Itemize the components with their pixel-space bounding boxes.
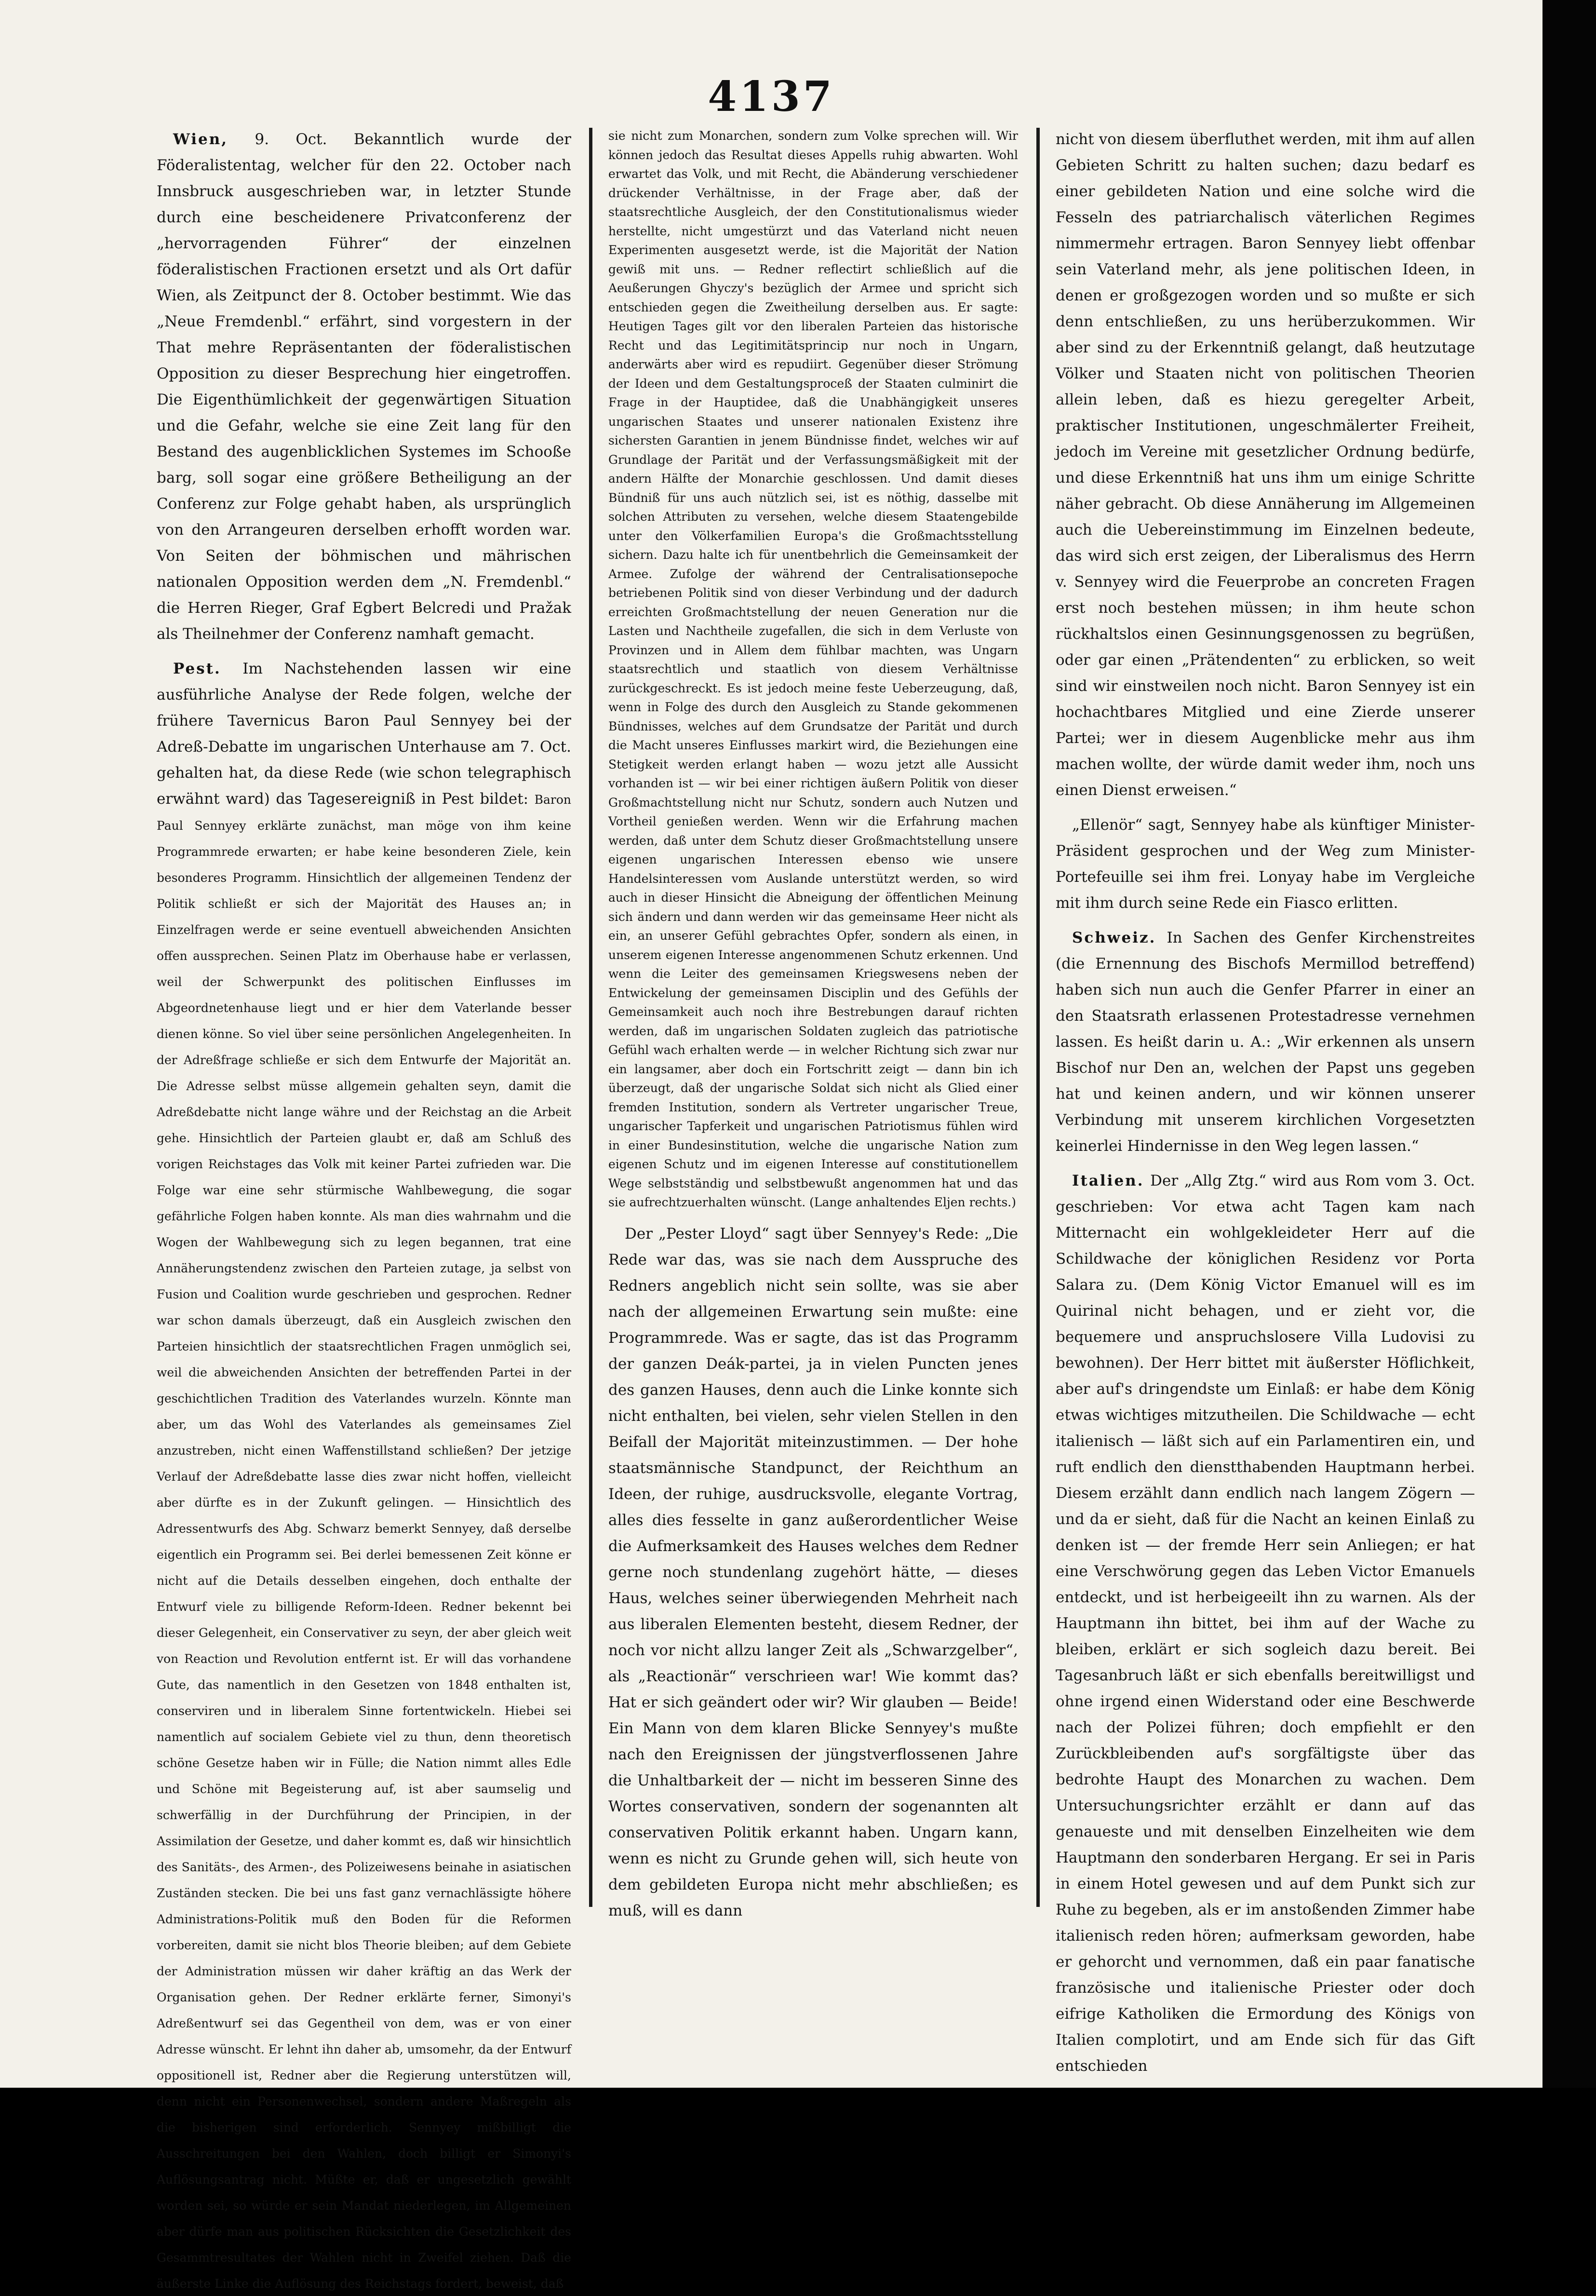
page-number: 4137: [708, 72, 835, 121]
article-pest-continued: [608, 126, 1018, 1212]
column-divider: [589, 128, 592, 1907]
article-schweiz: [1056, 925, 1475, 1159]
article-text: sie nicht zum Monarchen, sondern zum Volke sprechen will. Wir können jedoch das Resultat dieses Appells ruhig abwarten. Wohl erwartet das Volk, und mit Recht, die Abänderung verschiedener drückender Verhältnisse, in der Frage aber, daß der staatsrechtliche Ausgleich, der den Constitutionalismus wieder herstellte, nicht umgestürzt und das Vaterland nicht neuen Experimenten ausgesetzt werde, ist die Majorität der Nation gewiß mit uns. — Redner reflectirt schließlich auf die Aeußerungen Ghyczy's bezüglich der Armee und spricht sich entschieden gegen die Zweitheilung derselben aus. Er sagte: Heutigen Tages gilt vor den liberalen Parteien das historische Recht und das Legitimitätsprincip nur noch in Ungarn, anderwärts aber wird es repudiirt. Gegenüber dieser Strömung der Ideen und dem Gestaltungsproceß der Staaten culminirt die Frage in der Hauptidee, daß die Unabhängigkeit unseres ungarischen Staates und unserer nationalen Existenz ihre sichersten Garantien in jenem Bündnisse findet, welches wir auf Grundlage der Parität und der Verfassungsmäßigkeit mit der andern Hälfte der Monarchie geschlossen. Und damit dieses Bündniß für uns auch nützlich sei, ist es nöthig, dasselbe mit solchen Attributen zu versehen, welche diesem Staatengebilde unter den Völkerfamilien Europa's die Großmachtsstellung sichern. Dazu halte ich für unentbehrlich die Gemeinsamkeit der Armee. Zufolge der während der Centralisationsepoche betriebenen Politik sind von dieser Verbindung und der dadurch erreichten Großmachtstellung der neuen Generation nur die Lasten und Nachtheile zugefallen, die sich in dem Verluste von Provinzen und in Allem dem fühlbar machten, was Ungarn staatsrechtlich und staatlich von diesem Verhältnisse zurückgeschreckt. Es ist jedoch meine feste Ueberzeugung, daß, wenn in Folge des durch den Ausgleich zu Stande gekommenen Bündnisses, welches auf dem Grundsatze der Parität und durch die Macht unseres Einflusses markirt wird, die Beziehungen eine Stetigkeit werden erlangt haben — wozu jetzt alle Aussicht vorhanden ist — wir bei einer richtigen äußern Politik von dieser Großmachtstellung nicht nur Schutz, sondern auch Nutzen und Vortheil genießen werden. Wenn wir die Erfahrung machen werden, daß unter dem Schutz dieser Großmachtstellung unsere eigenen ungarischen Interessen ebenso wie unsere Handelsinteressen vom Auslande unterstützt werden, so wird auch in dieser Hinsicht die Abneigung der öffentlichen Meinung sich ändern und dann werden wir das gemeinsame Heer nicht als ein, an unserer Gefühl gebrachtes Opfer, sondern als einen, in unserem eigenen Interesse angenommenen Schutz erkennen. Und wenn die Leiter des gemeinsamen Kriegswesens neben der Entwickelung der gemeinsamen Disciplin und des Gefühls der Gemeinsamkeit auch noch ihre Bestrebungen darauf richten werden, daß im ungarischen Soldaten zugleich das patriotische Gefühl wach erhalten werde — in welcher Richtung sich zwar nur ein langsamer, aber doch ein Fortschritt zeigt — dann bin ich überzeugt, daß der ungarische Soldat sich nicht als Glied einer fremden Institution, sondern als Vertreter ungarischer Treue, ungarischer Tapferkeit und ungarischen Patriotismus fühlen wird in einer Bundesinstitution, welche die ungarische Nation zum eigenen Schutz und im eigenen Interesse auf constitutionellem Wege selbstständig und selbstbewußt angenommen hat und das sie aufrechtzuerhalten wünscht. (Lange anhaltendes Eljen rechts.): [608, 129, 1018, 1209]
column-middle: [608, 126, 1018, 1949]
article-intro: Im Nachstehenden lassen wir eine ausführliche Analyse der Rede folgen, welche der frühere Tavernicus Baron Paul Sennyey bei der Adreß-Debatte im ungarischen Unterhause am 7. Oct. gehalten hat, da diese Rede (wie schon telegraphisch erwähnt ward) das Tagesereigniß in Pest bildet:: [157, 660, 572, 808]
dateline-pest: Pest.: [173, 660, 221, 677]
dateline-wien: Wien,: [173, 131, 228, 148]
dateline-schweiz: Schweiz.: [1072, 929, 1156, 946]
article-text: Der „Pester Lloyd“ sagt über Sennyey's Rede: „Die Rede war das, was sie nach dem Ausspruche des Redners angeblich nicht sein sollte, was sie aber nach der allgemeinen Erwartung sein mußte: eine Programmrede. Was er sagte, das ist das Programm der ganzen Deák-partei, ja in vielen Puncten jenes des ganzen Hauses, denn auch die Linke konnte sich nicht enthalten, bei vielen, sehr vielen Stellen in den Beifall der Majorität miteinzustimmen. — Der hohe staatsmännische Standpunct, der Reichthum an Ideen, der ruhige, ausdrucksvolle, elegante Vortrag, alles dies fesselte in ganz außerordentlicher Weise die Aufmerksamkeit des Hauses welches dem Redner gerne noch stundenlang zugehört hätte, — dieses Haus, welches seiner überwiegenden Mehrheit nach aus liberalen Elementen besteht, diesem Redner, der noch vor nicht allzu langer Zeit als „Schwarzgelber“, als „Reactionär“ verschrieen war! Wie kommt das? Hat er sich geändert oder wir? Wir glauben — Beide! Ein Mann von dem klaren Blicke Sennyey's mußte nach den Ereignissen der jüngstverflossenen Jahre die Unhaltbarkeit der — nicht im besseren Sinne des Wortes conservativen, sondern der sogenannten alt conservativen Politik erkannt haben. Ungarn kann, wenn es nicht zu Grunde gehen will, sich heute von dem gebildeten Europa nicht mehr abschließen; es muß, will es dann: [608, 1225, 1018, 1919]
article-text: nicht von diesem überfluthet werden, mit ihm auf allen Gebieten Schritt zu halten suchen; dazu bedarf es einer gebildeten Nation und eine solche wird die Fesseln des patriarchalisch väterlichen Regimes nimmermehr ertragen. Baron Sennyey liebt offenbar sein Vaterland mehr, als jene politischen Ideen, in denen er großgezogen worden und so mußte er sich denn entschließen, zu uns herüberzukommen. Wir aber sind zu der Erkenntniß gelangt, daß heutzutage Völker und Staaten nicht von politischen Theorien allein leben, daß es hiezu geregelter Arbeit, praktischer Institutionen, ungeschmälerter Freiheit, jedoch im Vereine mit gesetzlicher Ordnung bedürfe, und diese Erkenntniß hat uns ihm um einige Schritte näher gebracht. Ob diese Annäherung im Allgemeinen auch die Uebereinstimmung im Einzelnen bedeute, das wird sich erst zeigen, der Liberalismus des Herrn v. Sennyey wird die Feuerprobe an concreten Fragen erst noch bestehen müssen; in ihm heute schon rückhaltslos einen Gesinnungsgenossen zu begrüßen, oder gar einen „Prätendenten“ zu erblicken, so weit sind wir einstweilen noch nicht. Baron Sennyey ist ein hochachtbares Mitglied und eine Zierde unserer Partei; wer in diesem Augenblicke mehr aus ihm machen wollte, der würde damit weder ihm, noch uns einen Dienst erweisen.“: [1056, 131, 1475, 799]
article-text: Der „Allg Ztg.“ wird aus Rom vom 3. Oct. geschrieben: Vor etwa acht Tagen kam nach Mitternacht ein wohlgekleideter Herr auf die Schildwache der königlichen Residenz vor Porta Salara zu. (Dem König Victor Emanuel will es im Quirinal nicht behagen, und er zieht vor, die bequemere und anspruchslosere Villa Ludovisi zu bewohnen). Der Herr bittet mit äußerster Höflichkeit, aber auf's dringendste um Einlaß: er habe dem König etwas wichtiges mitzutheilen. Die Schildwache — echt italienisch — läßt sich auf ein Parlamentiren ein, und ruft endlich den dienstthabenden Hauptmann herbei. Diesem erzählt dann endlich nach langem Zögern — und da er sieht, daß für die Nacht an keinen Einlaß zu denken ist — der fremde Herr sein Anliegen; er hat eine Verschwörung gegen das Leben Victor Emanuels entdeckt, und ist herbeigeeilt ihn zu warnen. Als der Hauptmann ihn bittet, bei ihm auf der Wache zu bleiben, erklärt er sich sogleich dazu bereit. Bei Tagesanbruch läßt er sich ebenfalls bereitwilligst und ohne irgend einen Widerstand oder eine Beschwerde nach der Polizei führen; doch empfiehlt er den Zurückbleibenden auf's sorgfältigste über das bedrohte Haupt des Monarchen zu wachen. Dem Untersuchungsrichter erzählt er dann auf das genaueste und mit denselben Einzelheiten wie dem Hauptmann den sonderbaren Hergang. Er sei in Paris in einem Hotel gewesen und auf dem Punkt sich zur Ruhe zu begeben, als er im anstoßenden Zimmer habe italienisch reden hören; aufmerksam geworden, habe er gehorcht und vernommen, daß ein paar fanatische französische und italienische Priester oder doch eifrige Katholiken die Ermordung des Königs von Italien complotirt, und am Ende sich für das Gift entschieden: [1056, 1172, 1475, 2075]
article-italien: [1056, 1168, 1475, 2079]
scan-border: [1542, 0, 1596, 2088]
article-pest: [157, 656, 571, 2296]
article-ellenor: [1056, 812, 1475, 916]
column-right: [1056, 126, 1475, 2075]
dateline-italien: Italien.: [1072, 1172, 1144, 1189]
article-lloyd-continued: [1056, 126, 1475, 803]
article-text: 9. Oct. Bekanntlich wurde der Föderalistentag, welcher für den 22. October nach Innsbruck ausgeschrieben war, in letzter Stunde durch eine bescheidenere Privatconferenz der „hervorragenden Führer“ der einzelnen föderalistischen Fractionen ersetzt und als Ort dafür Wien, als Zeitpunct der 8. October bestimmt. Wie das „Neue Fremdenbl.“ erfährt, sind vorgestern in der That mehre Repräsentanten der föderalistischen Opposition zu dieser Besprechung hier eingetroffen. Die Eigenthümlichkeit der gegenwärtigen Situation und die Gefahr, welche sie eine Zeit lang für den Bestand des augenblicklichen Systemes im Schooße barg, soll sogar eine größere Betheiligung an der Conferenz zur Folge gehabt haben, als ursprünglich von den Arrangeuren derselben erhofft worden war. Von Seiten der böhmischen und mährischen nationalen Opposition werden dem „N. Fremdenbl.“ die Herren Rieger, Graf Egbert Belcredi und Pražak als Theilnehmer der Conferenz namhaft gemacht.: [157, 131, 571, 643]
article-text: In Sachen des Genfer Kirchenstreites (die Ernennung des Bischofs Mermillod betreffend) haben sich nun auch die Genfer Pfarrer in einer an den Staatsrath erlassenen Protestadresse vernehmen lassen. Es heißt darin u. A.: „Wir erkennen als unsern Bischof nur Den an, welchen der Papst uns gegeben hat und keinen andern, und wir können unserer Verbindung mit unserem kirchlichen Vorgesetzten keinerlei Hindernisse in den Weg legen lassen.“: [1056, 929, 1475, 1155]
article-wien: [157, 126, 571, 647]
column-left: [157, 126, 572, 2291]
article-text: „Ellenör“ sagt, Sennyey habe als künftiger Minister-Präsident gesprochen und der Weg zum Minister-Portefeuille sei ihm frei. Lonyay habe im Vergleiche mit ihm durch seine Rede ein Fiasco erlitten.: [1056, 816, 1475, 912]
column-divider: [1036, 128, 1040, 1907]
article-pester-lloyd: [608, 1221, 1018, 1924]
article-text: Baron Paul Sennyey erklärte zunächst, man möge von ihm keine Programmrede erwarten; er habe keine besonderen Ziele, kein besonderes Programm. Hinsichtlich der allgemeinen Tendenz der Politik schließt er sich der Majorität des Hauses an; in Einzelfragen werde er seine eventuell abweichenden Ansichten offen aussprechen. Seinen Platz im Oberhause habe er verlassen, weil der Schwerpunkt des politischen Einflusses im Abgeordnetenhause liegt und er hier dem Vaterlande besser dienen könne. So viel über seine persönlichen Angelegenheiten. In der Adreßfrage schließe er sich dem Entwurfe der Majorität an. Die Adresse selbst müsse allgemein gehalten seyn, damit die Adreßdebatte nicht lange währe und der Reichstag an die Arbeit gehe. Hinsichtlich der Parteien glaubt er, daß am Schluß des vorigen Reichstages das Volk mit keiner Partei zufrieden war. Die Folge war eine sehr stürmische Wahlbewegung, die sogar gefährliche Folgen haben konnte. Als man dies wahrnahm und die Wogen der Wahlbewegung sich zu legen begannen, trat eine Annäherungstendenz zwischen den Parteien zutage, ja selbst von Fusion und Coalition wurde geschrieben und gesprochen. Redner war schon damals überzeugt, daß ein Ausgleich zwischen den Parteien hinsichtlich der staatsrechtlichen Fragen unmöglich sei, weil die abweichenden Ansichten der betreffenden Partei in der geschichtlichen Tradition des Vaterlandes wurzeln. Könnte man aber, um das Wohl des Vaterlandes als gemeinsames Ziel anzustreben, nicht einen Waffenstillstand schließen? Der jetzige Verlauf der Adreßdebatte lasse dies zwar nicht hoffen, vielleicht aber dürfte es in der Zukunft gelingen. — Hinsichtlich des Adressentwurfs des Abg. Schwarz bemerkt Sennyey, daß derselbe eigentlich ein Programm sei. Bei derlei bemessenen Zeit könne er nicht auf die Details desselben eingehen, doch enthalte der Entwurf viele zu billigende Reform-Ideen. Redner bekennt bei dieser Gelegenheit, ein Conservativer zu seyn, der aber gleich weit von Reaction und Revolution entfernt ist. Er will das vorhandene Gute, das namentlich in den Gesetzen von 1848 enthalten ist, conserviren und in liberalem Sinne fortentwickeln. Hiebei sei namentlich auf socialem Gebiete viel zu thun, denn theoretisch schöne Gesetze haben wir in Fülle; die Nation nimmt alles Edle und Schöne mit Begeisterung auf, ist aber saumselig und schwerfällig in der Durchführung der Principien, in der Assimilation der Gesetze, und daher kommt es, daß wir hinsichtlich des Sanitäts-, des Armen-, des Polizeiwesens beinahe in asiatischen Zuständen stecken. Die bei uns fast ganz vernachlässigte höhere Administrations-Politik muß den Boden für die Reformen vorbereiten, damit sie nicht blos Theorie bleiben; auf dem Gebiete der Administration müssen wir daher kräftig an das Werk der Organisation gehen. Der Redner erklärte ferner, Simonyi's Adreßentwurf sei das Gegentheil von dem, was er von einer Adresse wünscht. Er lehnt ihn daher ab, umsomehr, da der Entwurf oppositionell ist, Redner aber die Regierung unterstützen will, denn nicht ein Personenwechsel, sondern andere Maßregeln als die bisherigen sind erforderlich. Sennyey mißbilligt die Ausschreitungen bei den Wahlen, doch billigt er Simonyi's Auflösungsantrag nicht. Müßte er, daß er ungesetzlich gewählt worden sei, so würde er sein Mandat niederlegen, im Allgemeinen aber dürfe man aus politischen Rücksichten die Gesetzlichkeit des Gesammtresultates der Wahlen nicht in Zweifel ziehen. Daß die äußerste Linke die Auflösung des Reichstags fordert, beweist, daß: [157, 793, 571, 2291]
